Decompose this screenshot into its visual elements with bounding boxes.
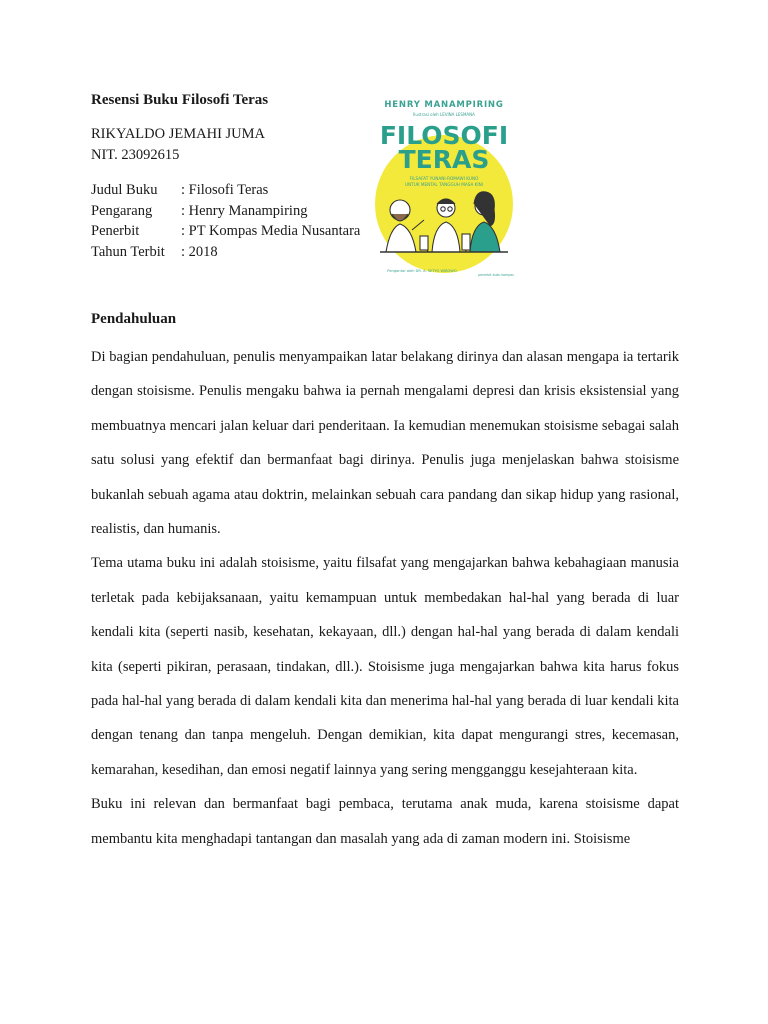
paragraph: Buku ini relevan dan bermanfaat bagi pembaca, terutama anak muda, karena stoisisme dapat membantu kita menghadapi tantangan dan masalah yang ada di zaman modern ini. Stoisisme — [91, 796, 679, 847]
body-text — [91, 340, 679, 856]
cover-illustrator: Ilustrasi oleh LEVINA LESMANA — [413, 112, 475, 117]
cover-author: HENRY MANAMPIRING — [384, 100, 504, 110]
book-info-key: Judul Buku — [91, 182, 158, 198]
book-info-row — [91, 242, 360, 263]
book-info-value: : Filosofi Teras — [181, 182, 269, 198]
cover-title-line1: FILOSOFI — [379, 121, 509, 150]
book-info-value: : PT Kompas Media Nusantara — [181, 223, 361, 239]
book-info-key: Tahun Terbit — [91, 243, 165, 260]
book-info-key: Penerbit — [91, 223, 140, 239]
paragraph: Tema utama buku ini adalah stoisisme, yaitu filsafat yang mengajarkan bahwa kebahagiaan manusia terletak pada kebijaksanaan, yaitu kemampuan untuk membedakan hal-hal yang berada di luar kendali kita (seperti nasib, kesehatan, kekayaan, dll.) dengan hal-hal yang berada di dalam kendali kita (seperti pikiran, perasaan, tindakan, dll.). Stoisisme juga mengajarkan bahwa kita harus fokus pada hal-hal yang berada di dalam kendali kita dan menerima hal-hal yang berada di luar kendali kita dengan tenang dan tanpa mengeluh. Dengan demikian, kita dapat mengurangi stres, kecemasan, kemarahan, kesedihan, dan emosi negatif lainnya yang sering mengganggu kesejahteraan kita. — [91, 555, 679, 778]
book-cover-image — [368, 92, 520, 282]
book-info-value: : 2018 — [181, 243, 218, 260]
book-info-value: : Henry Manampiring — [181, 202, 308, 219]
cover-publisher: penerbit buku kompas — [478, 273, 514, 277]
book-info-row — [91, 180, 360, 201]
cover-foreword: Pengantar oleh DR. A. SETYO WIBOWO — [387, 269, 457, 273]
section-heading: Pendahuluan — [91, 311, 177, 327]
book-info-row — [91, 201, 360, 222]
cover-subtitle-line2: UNTUK MENTAL TANGGUH MASA KINI — [404, 182, 484, 187]
paragraph: Di bagian pendahuluan, penulis menyampaikan latar belakang dirinya dan alasan mengapa ia tertarik dengan stoisisme. Penulis mengaku bahwa ia pernah mengalami depresi dan krisis eksistensial yang membuatnya mencari jalan keluar dari penderitaan. Ia kemudian menemukan stoisisme sebagai salah satu solusi yang efektif dan bermanfaat bagi dirinya. Penulis juga menjelaskan bahwa stoisisme bukanlah sebuah agama atau doktrin, melainkan sebuah cara pandang dan sikap hidup yang rasional, realistis, dan humanis. — [91, 349, 679, 538]
author-id: NIT. 23092615 — [91, 147, 180, 163]
document-title: Resensi Buku Filosofi Teras — [91, 92, 269, 108]
book-info-key: Pengarang — [91, 202, 153, 219]
cover-title-line2: TERAS — [398, 145, 490, 174]
book-info-table — [91, 180, 360, 262]
author-name: RIKYALDO JEMAHI JUMA — [91, 126, 265, 142]
author-block — [91, 124, 265, 166]
book-info-row — [91, 221, 360, 242]
cover-subtitle-line1: FILSAFAT YUNANI-ROMAWI KUNO — [409, 176, 479, 181]
